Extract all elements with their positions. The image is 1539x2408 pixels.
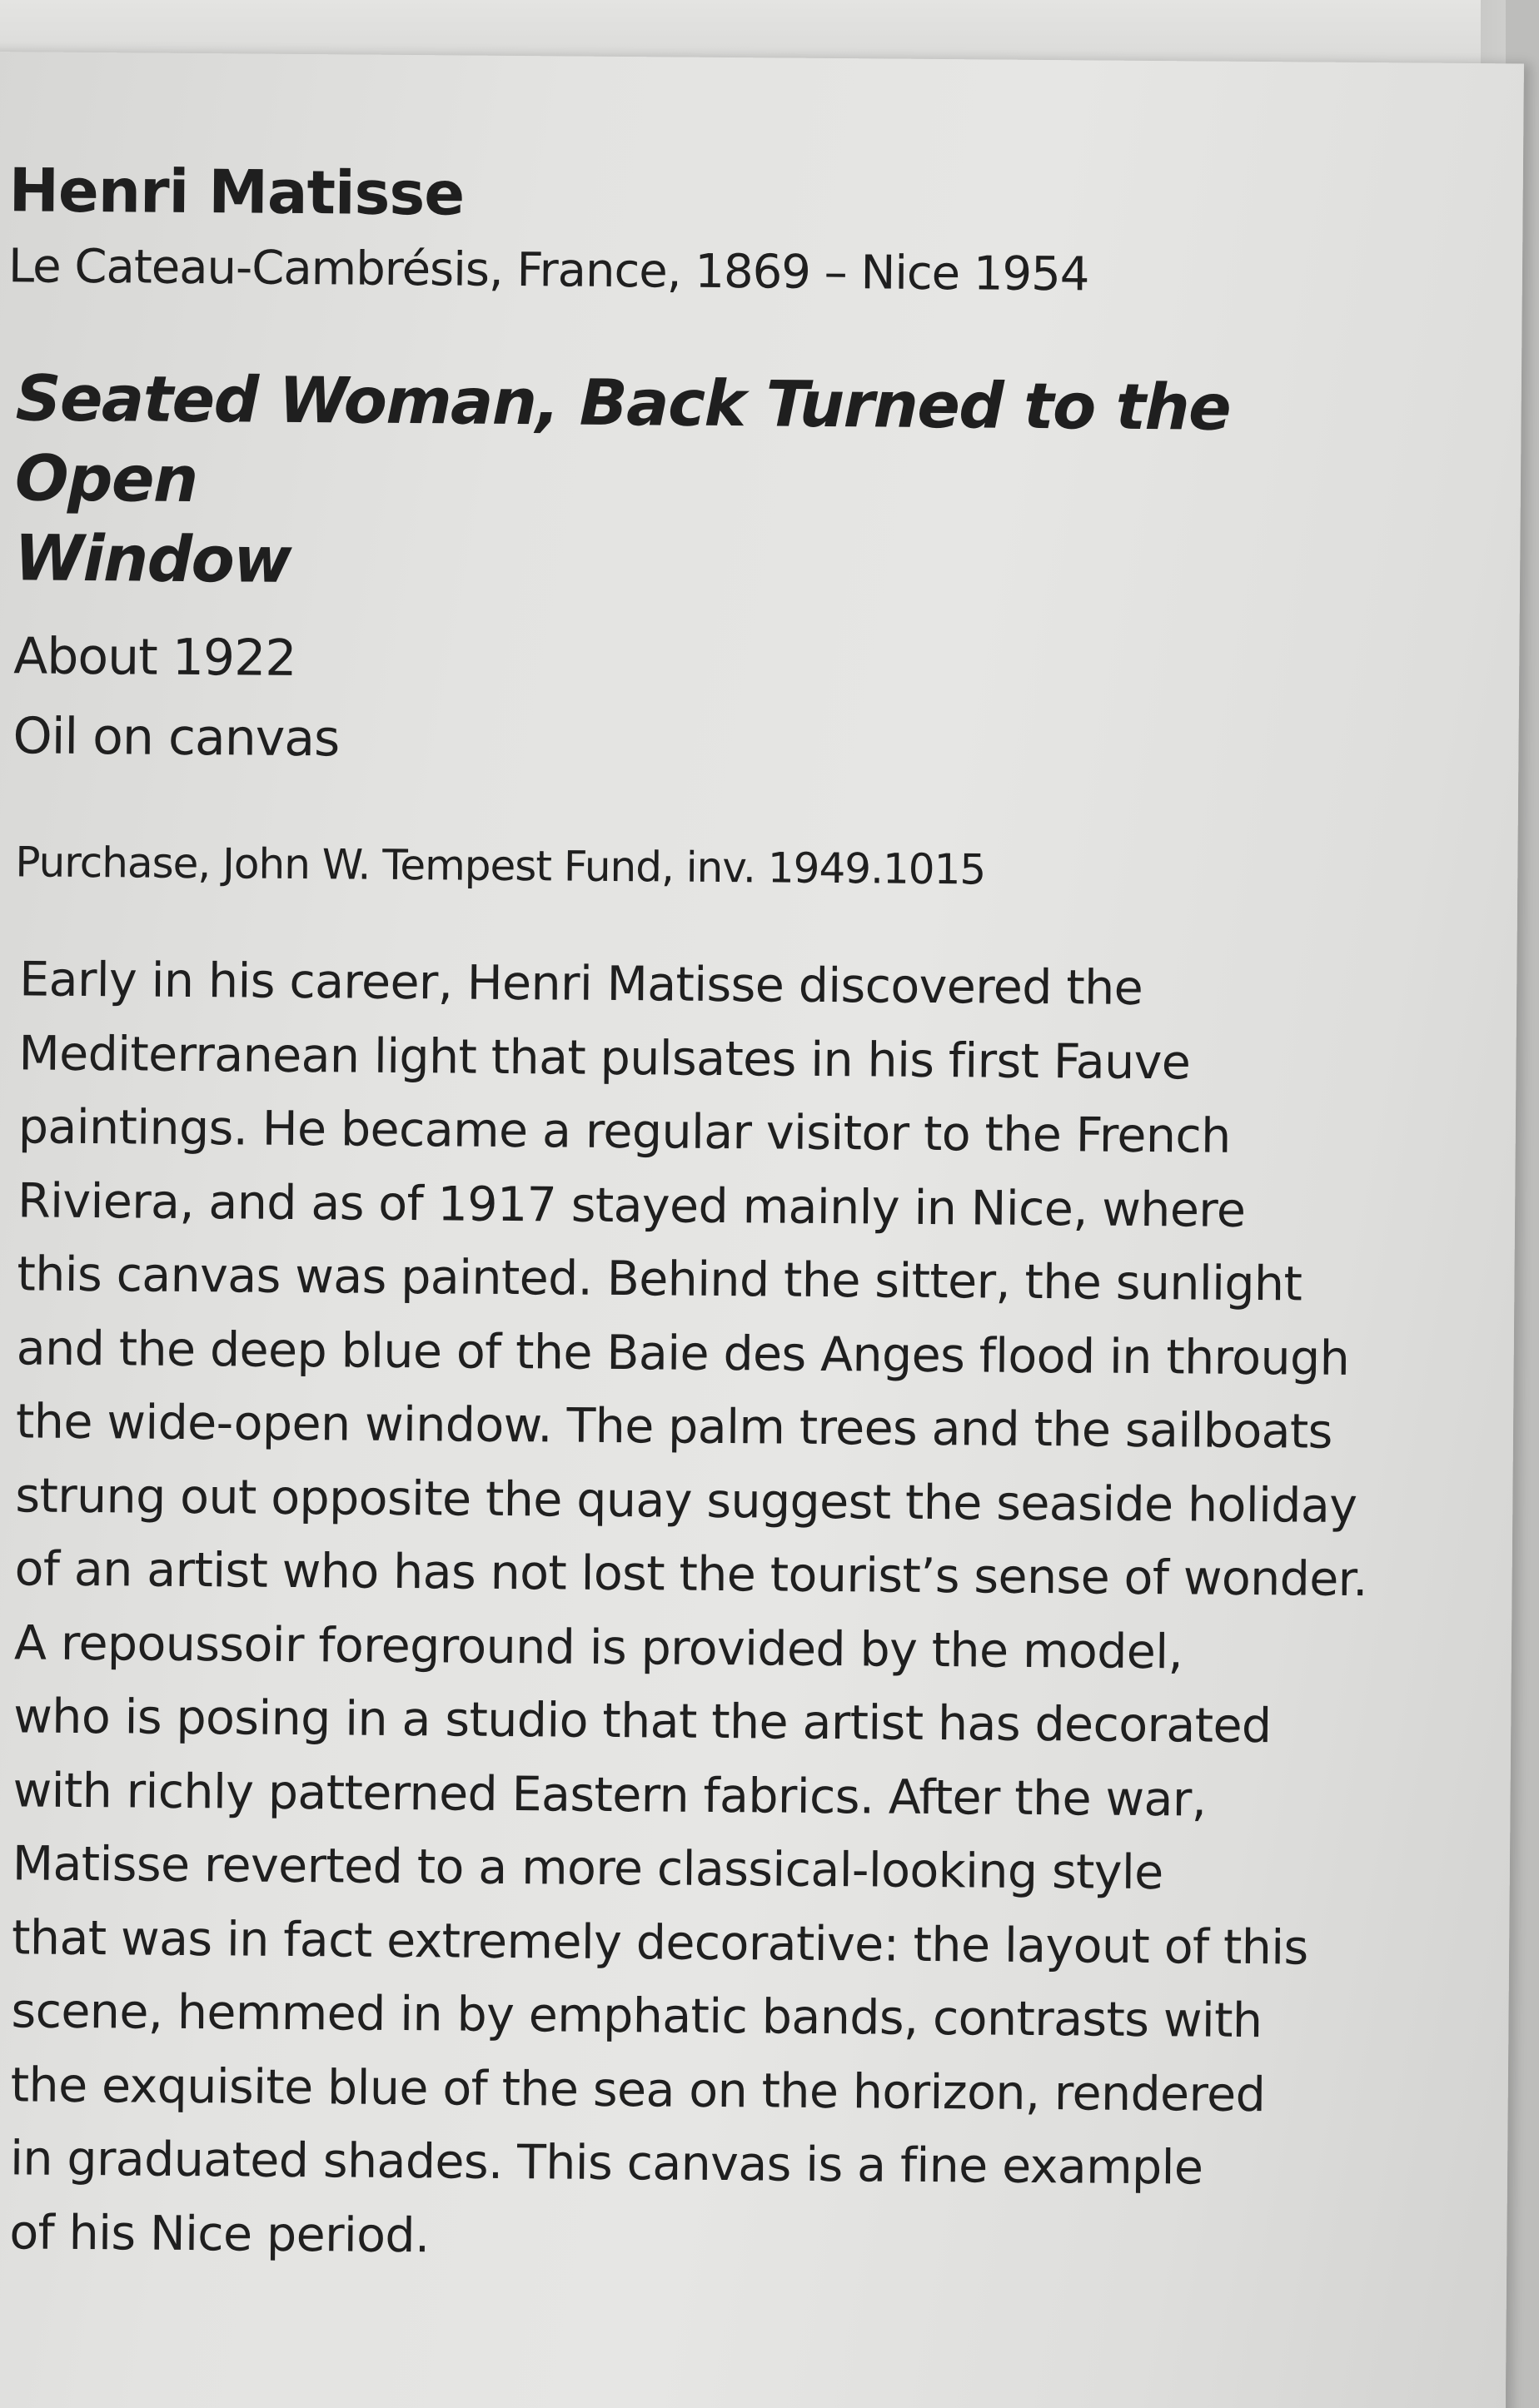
- artwork-title: [14, 358, 1382, 609]
- artwork-medium: Oil on canvas: [12, 707, 340, 769]
- description-line: A repoussoir foreground is provided by the model,: [13, 1614, 1183, 1679]
- label-text-block: [0, 155, 1458, 2281]
- museum-label-card: [0, 52, 1524, 2408]
- description-line: scene, hemmed in by emphatic bands, contrasts with: [11, 1983, 1263, 2049]
- description-line: strung out opposite the quay suggest the seaside holiday: [15, 1467, 1357, 1534]
- description-line: the wide-open window. The palm trees and the sailboats: [15, 1394, 1333, 1460]
- description-line: with richly patterned Eastern fabrics. After the war,: [12, 1762, 1207, 1828]
- description-paragraph: [9, 943, 1418, 2280]
- description-line: of an artist who has not lost the tourist’s sense of wonder.: [14, 1541, 1368, 1608]
- description-line: paintings. He became a regular visitor to the French: [17, 1099, 1231, 1164]
- description-line: who is posing in a studio that the artist has decorated: [13, 1689, 1272, 1754]
- artist-name: Henri Matisse: [8, 155, 465, 229]
- credit-line: Purchase, John W. Tempest Fund, inv. 1949.1015: [15, 838, 986, 894]
- description-line: that was in fact extremely decorative: the layout of this: [11, 1909, 1308, 1976]
- description-line: and the deep blue of the Baie des Anges flood in through: [16, 1320, 1350, 1386]
- artwork-date: About 1922: [13, 627, 296, 688]
- description-line: Riviera, and as of 1917 stayed mainly in Nice, where: [17, 1172, 1246, 1238]
- description-line: the exquisite blue of the sea on the horizon, rendered: [10, 2057, 1266, 2122]
- description-line: Matisse reverted to a more classical-looking style: [12, 1836, 1163, 1901]
- description-line: of his Nice period.: [9, 2204, 430, 2263]
- description-line: Mediterranean light that pulsates in his first Fauve: [18, 1025, 1191, 1090]
- description-line: in graduated shades. This canvas is a fine example: [9, 2131, 1203, 2196]
- description-line: this canvas was painted. Behind the sitter, the sunlight: [17, 1246, 1302, 1312]
- description-line: Early in his career, Henri Matisse discovered the: [18, 952, 1143, 1016]
- artist-birth-death: Le Cateau-Cambrésis, France, 1869 – Nice 1954: [7, 239, 1089, 302]
- artwork-title-line-1: Seated Woman, Back Turned to the Open: [14, 361, 1231, 517]
- artwork-title-line-2: Window: [13, 520, 291, 597]
